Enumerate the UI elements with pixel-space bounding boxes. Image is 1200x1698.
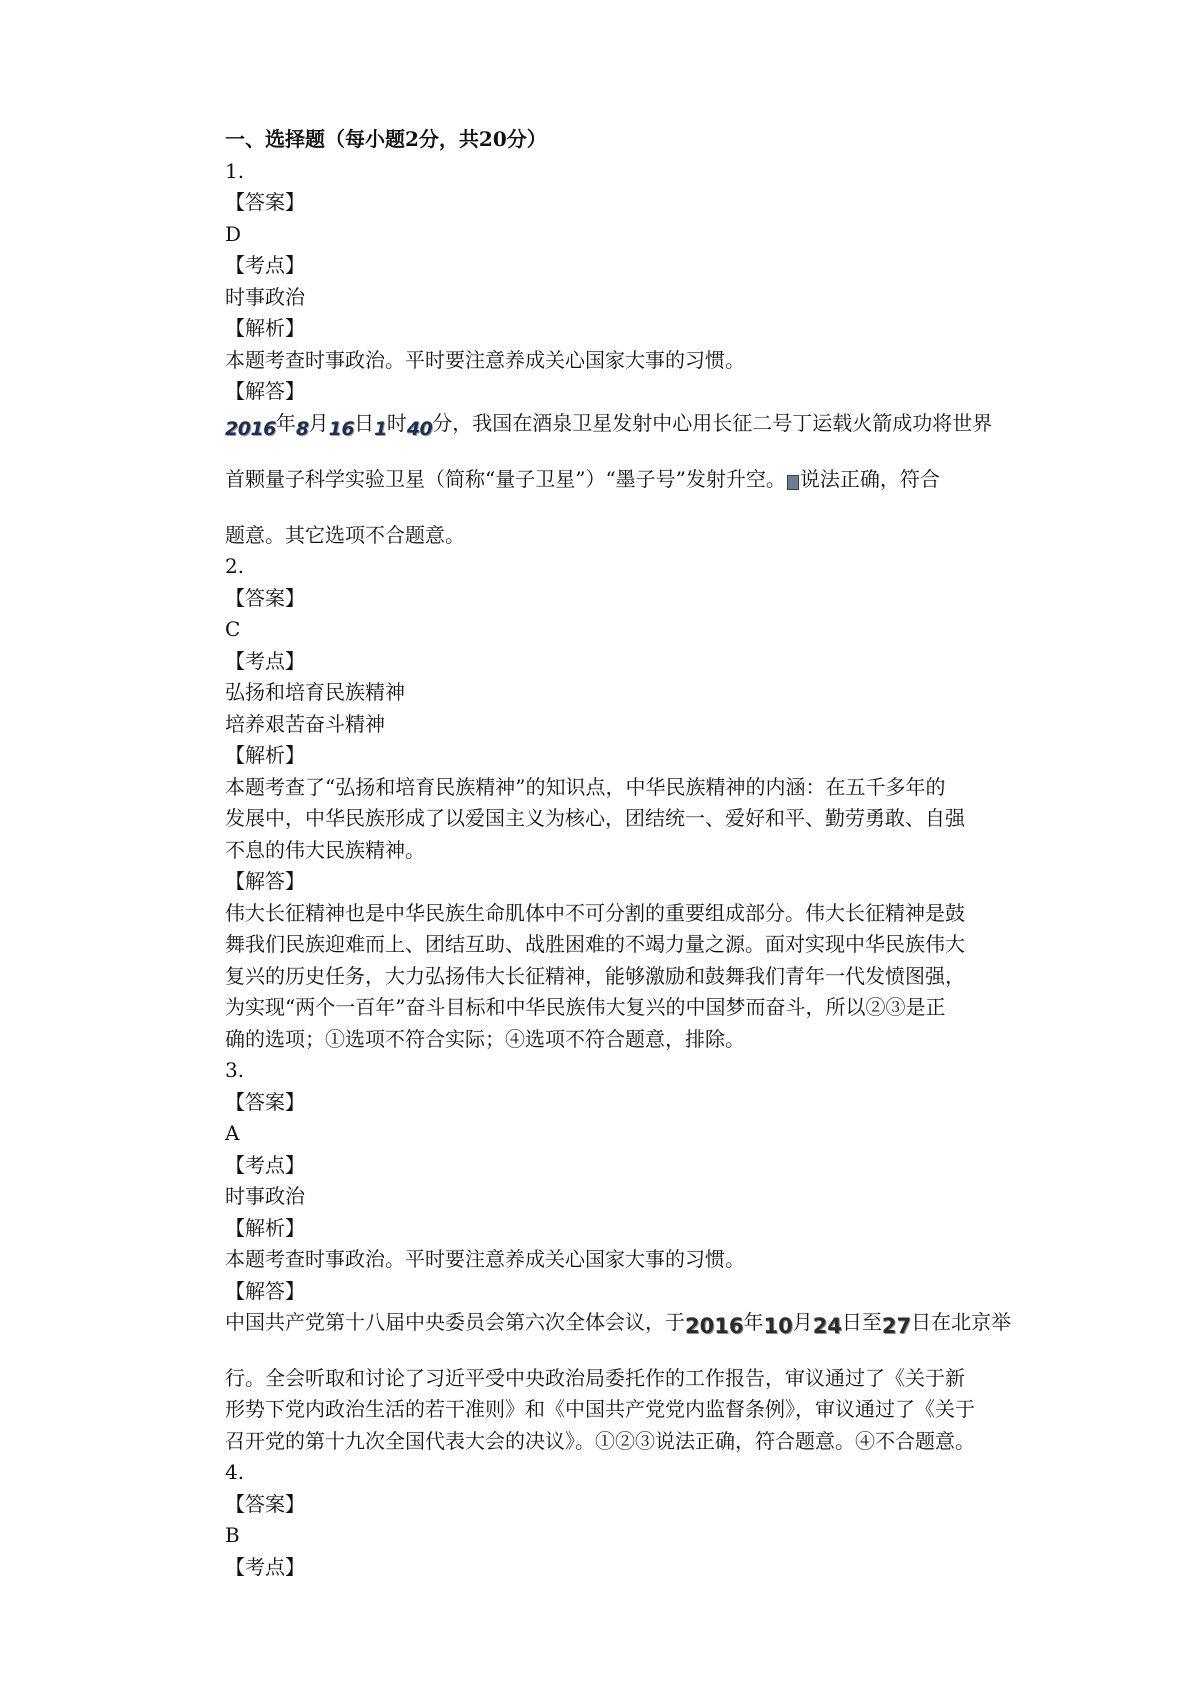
q3-month: 10 (763, 1314, 793, 1338)
q2-solution-1: 伟大长征精神也是中华民族生命肌体中不可分割的重要组成部分。伟大长征精神是鼓 (225, 900, 965, 925)
q3-analysis: 本题考查时事政治。平时要注意养成关心国家大事的习惯。 (225, 1247, 745, 1271)
q1-month: 8 (295, 417, 309, 440)
q1-year: 2016 (225, 417, 276, 440)
q1-text: 分，我国在酒泉卫星发射中心用长征二号丁运载火箭成功将世界 (432, 410, 993, 435)
q1-text: 时 (386, 410, 407, 435)
q2-number: 2. (225, 554, 245, 578)
inline-image-icon (787, 475, 799, 490)
q1-solution-label: 【解答】 (225, 379, 305, 403)
q1-text: 说法正确，符合 (799, 467, 940, 491)
q2-solution-2: 舞我们民族迎难而上、团结互助、战胜困难的不竭力量之源。面对实现中华民族伟大 (225, 932, 965, 956)
q1-number: 1. (225, 158, 245, 183)
q2-point-1: 弘扬和培育民族精神 (225, 680, 405, 704)
q1-analysis: 本题考查时事政治。平时要注意养成关心国家大事的习惯。 (225, 347, 745, 372)
q1-answer: D (225, 221, 242, 246)
q1-answer-label: 【答案】 (225, 190, 305, 214)
q3-solution-3: 形势下党内政治生活的若干准则》和《中国共产党党内监督条例》，审议通过了《关于 (225, 1397, 975, 1421)
q1-solution-line-3: 题意。其它选项不合题意。 (225, 522, 465, 547)
q2-analysis-1: 本题考查了“弘扬和培育民族精神”的知识点，中华民族精神的内涵：在五千多年的 (225, 774, 946, 799)
q1-text: 月 (308, 410, 329, 435)
q1-text: 年 (275, 410, 296, 435)
q2-analysis-label: 【解析】 (225, 743, 305, 767)
q1-analysis-label: 【解析】 (225, 316, 305, 340)
q3-solution-line-1 (225, 1307, 1025, 1339)
q2-answer-label: 【答案】 (225, 585, 305, 610)
q3-day-start: 24 (812, 1314, 842, 1338)
q3-point: 时事政治 (225, 1184, 305, 1208)
q3-number: 3. (225, 1058, 245, 1082)
q3-text: 中国共产党第十八届中央委员会第六次全体会议，于 (225, 1310, 685, 1334)
q1-minute: 40 (406, 417, 433, 440)
q1-solution-line-2 (225, 464, 1025, 496)
q4-number: 4. (225, 1460, 245, 1484)
section-title: 一、选择题（每小题2分，共20分） (225, 127, 547, 151)
q2-analysis-3: 不息的伟大民族精神。 (225, 837, 425, 862)
q2-solution-3: 复兴的历史任务，大力弘扬伟大长征精神，能够激励和鼓舞我们青年一代发愤图强， (225, 963, 965, 988)
q3-text: 日在北京举 (911, 1310, 1012, 1334)
q3-year: 2016 (685, 1314, 744, 1338)
q3-answer-label: 【答案】 (225, 1089, 305, 1114)
q1-solution-line-1 (225, 408, 1025, 441)
q2-solution-label: 【解答】 (225, 869, 305, 893)
q3-text: 月 (792, 1310, 813, 1334)
q2-solution-5: 确的选项；①选项不符合实际；④选项不符合题意，排除。 (225, 1026, 745, 1051)
answer-document (225, 124, 1025, 1583)
q2-point-label: 【考点】 (225, 648, 305, 673)
q3-day-end: 27 (881, 1314, 912, 1338)
q3-text: 年 (743, 1310, 764, 1334)
q1-text: 日 (354, 410, 375, 435)
q2-solution-4: 为实现“两个一百年”奋斗目标和中华民族伟大复兴的中国梦而奋斗，所以②③是正 (225, 995, 946, 1019)
q3-solution-label: 【解答】 (225, 1278, 305, 1303)
q3-solution-4: 召开党的第十九次全国代表大会的决议》。①②③说法正确，符合题意。④不合题意。 (225, 1428, 975, 1453)
q4-point-label: 【考点】 (225, 1554, 305, 1579)
q4-answer: B (225, 1523, 240, 1547)
q3-text: 日至 (841, 1310, 882, 1334)
q4-answer-label: 【答案】 (225, 1491, 305, 1516)
q3-point-label: 【考点】 (225, 1152, 305, 1177)
q1-hour: 1 (374, 417, 387, 440)
q2-point-2: 培养艰苦奋斗精神 (225, 711, 385, 736)
q3-solution-2: 行。全会听取和讨论了习近平受中央政治局委托作的工作报告，审议通过了《关于新 (225, 1365, 965, 1390)
q3-analysis-label: 【解析】 (225, 1215, 305, 1240)
q1-text: 首颗量子科学实验卫星（简称“量子卫星”）“墨子号”发射升空。 (225, 467, 786, 491)
q2-analysis-2: 发展中，中华民族形成了以爱国主义为核心，团结统一、爱好和平、勤劳勇敢、自强 (225, 806, 965, 830)
q1-point: 时事政治 (225, 284, 305, 309)
q3-answer: A (225, 1121, 240, 1145)
q1-day: 16 (328, 417, 355, 440)
q1-point-label: 【考点】 (225, 253, 305, 277)
q2-answer: C (225, 617, 241, 641)
